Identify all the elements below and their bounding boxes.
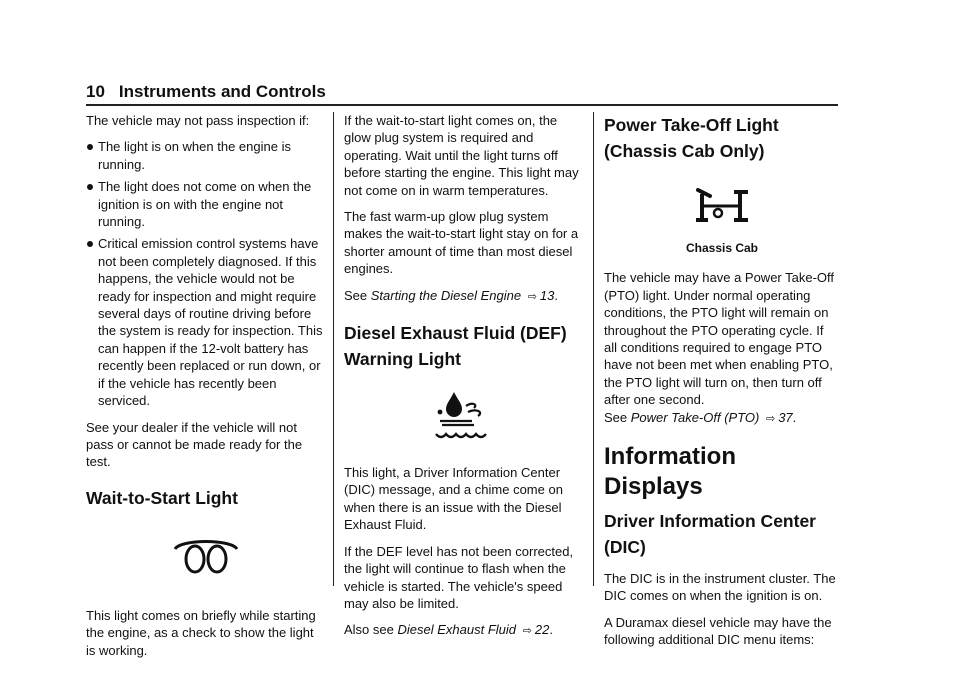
reference-link[interactable]: Diesel Exhaust Fluid: [397, 622, 516, 638]
information-displays-heading: Information Displays: [604, 443, 736, 501]
inspection-intro: The vehicle may not pass inspection if:: [86, 113, 310, 128]
warmup-paragraph: The fast warm-up glow plug system makes the wait-to-start light stay on for a shorter amount of time than most diesel engines.: [344, 209, 579, 277]
pto-heading: Power Take-Off Light (Chassis Cab Only): [604, 115, 779, 161]
dic-heading: Driver Information Center (DIC): [604, 511, 816, 558]
page-arrow-icon: ⇨: [527, 290, 537, 303]
def-level-note: If the DEF level has not been corrected, the light will continue to flash when the vehicle is started. The vehicle's speed may also be limited.: [344, 543, 574, 611]
pto-see-reference: See Power Take-Off (PTO) ⇨ 37.: [604, 409, 797, 425]
wait-to-start-heading: Wait-to-Start Light: [86, 487, 238, 508]
see-reference: See Starting the Diesel Engine ⇨ 13.: [344, 287, 559, 303]
page-reference[interactable]: 37: [778, 409, 793, 425]
glow-plug-icon: [86, 535, 326, 577]
reference-link[interactable]: Starting the Diesel Engine: [370, 287, 522, 303]
also-see-reference: Also see Diesel Exhaust Fluid ⇨ 22.: [344, 622, 553, 638]
list-item: The light does not come on when the ignition is on with the engine not running.: [86, 178, 326, 230]
reference-link[interactable]: Power Take-Off (PTO): [630, 409, 760, 425]
column-1: [86, 112, 326, 668]
icon-caption: Chassis Cab: [685, 241, 759, 255]
glow-plug-paragraph: If the wait-to-start light comes on, the glow plug system is required and operating. Wait until the light turns off before starting the engine. This light may not come on in warm temperatures.: [344, 113, 579, 198]
def-heading: Diesel Exhaust Fluid (DEF) Warning Light: [344, 323, 567, 370]
dic-description: The DIC is in the instrument cluster. The DIC comes on when the ignition is on.: [604, 571, 836, 604]
duramax-note: A Duramax diesel vehicle may have the following additional DIC menu items:: [604, 614, 832, 648]
pto-icon: [604, 186, 840, 226]
page-header: [86, 82, 326, 104]
def-description: This light, a Driver Information Center (DIC) message, and a chime come on when there is an issue with the Diesel Exhaust Fluid.: [344, 465, 563, 533]
header-divider: [86, 104, 838, 106]
page-reference[interactable]: 13: [539, 287, 555, 303]
page-arrow-icon: ⇨: [522, 625, 532, 638]
inspection-list: [86, 138, 326, 409]
column-divider-1: [333, 112, 334, 586]
page-reference[interactable]: 22: [534, 622, 550, 638]
list-item: Critical emission control systems have not been completely diagnosed. If this happens, the vehicle would not be ready for inspection and might require several days of routine driving before the system is ready for inspection. This can happen if the 12-volt battery has recently been replaced or run down, or if the vehicle has recently been serviced.: [86, 235, 326, 409]
column-3: [604, 112, 840, 658]
page-arrow-icon: ⇨: [765, 412, 776, 425]
wait-to-start-body: This light comes on briefly while starting the engine, as a check to show the light is working.: [86, 607, 316, 658]
column-2: [344, 112, 584, 650]
section-title: Instruments and Controls: [118, 82, 326, 101]
column-divider-2: [593, 112, 594, 586]
dealer-note: See your dealer if the vehicle will not pass or cannot be made ready for the test.: [86, 419, 303, 470]
page-number: 10: [86, 82, 105, 101]
list-item: The light is on when the engine is running.: [86, 138, 326, 173]
def-fluid-icon: [344, 390, 584, 442]
pto-description: The vehicle may have a Power Take-Off (PTO) light. Under normal operating conditions, the PTO light will remain on throughout the PTO operating cycle. If all conditions required to engage PTO have not been met when enabling PTO, the PTO light will turn on, then turn off after one second.: [604, 270, 835, 408]
